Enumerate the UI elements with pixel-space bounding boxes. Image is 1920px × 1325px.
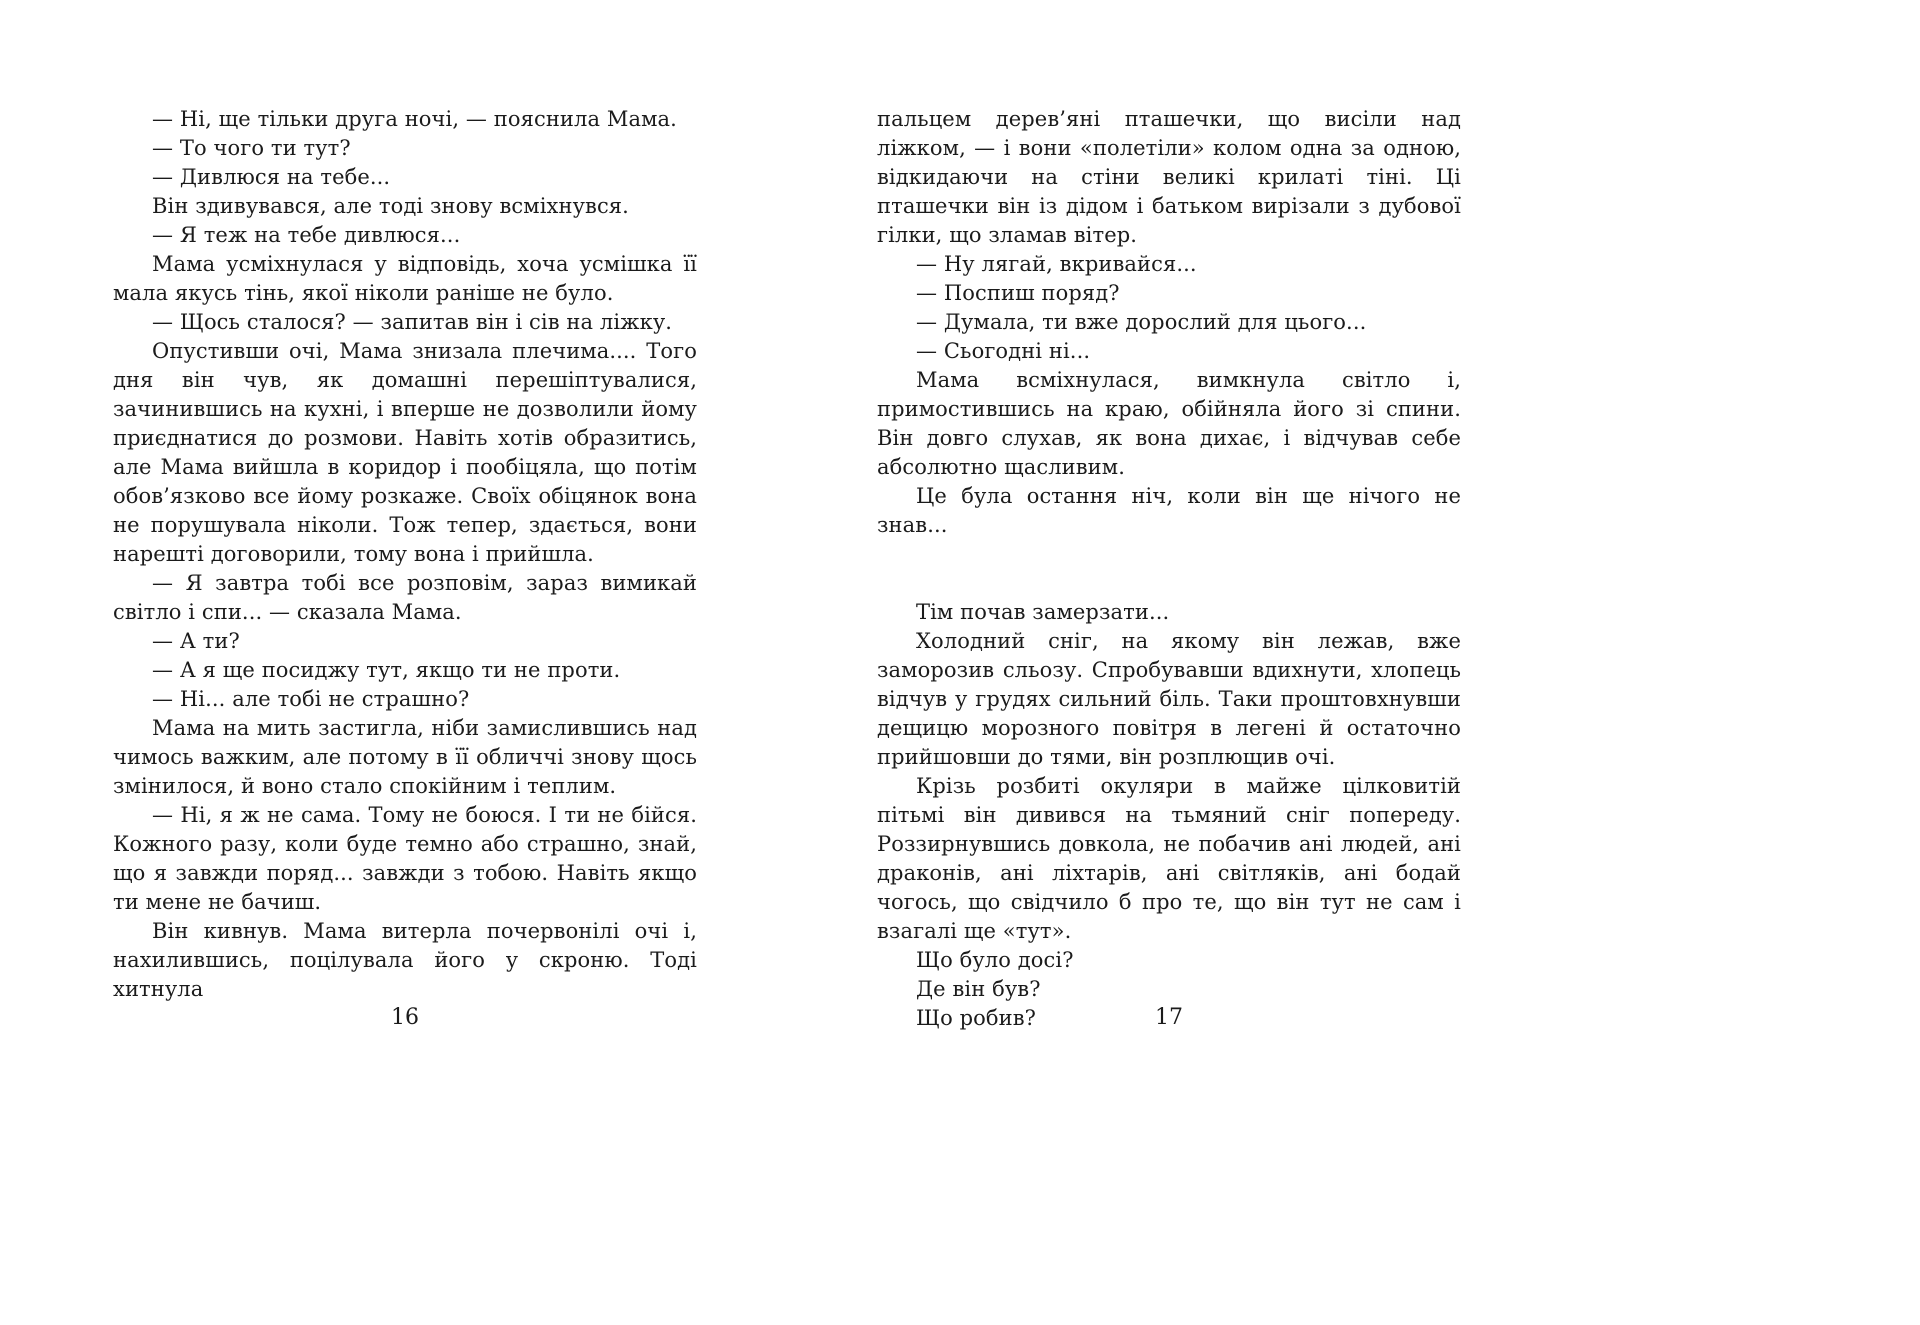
paragraph: Мама усміхнулася у відповідь, хоча усмішка її мала якусь тінь, якої ніколи раніше не було. xyxy=(113,252,697,305)
page-left xyxy=(113,0,697,1325)
paragraph: Опустивши очі, Мама знизала плечима.... Того дня він чув, як домашні перешіптувалися, зачинившись на кухні, і вперше не дозволили йому приєднатися до розмови. Навіть хотів образитись, але Мама вийшла в коридор і пообіцяла, що потім обов’язково все йому розкаже. Своїх обіцянок вона не порушувала ніколи. Тож тепер, здається, вони нарешті договорили, тому вона і прийшла. xyxy=(113,339,697,566)
paragraph: Він здивувався, але тоді знову всміхнувся. xyxy=(152,194,629,218)
paragraph: — Дивлюся на тебе... xyxy=(152,165,391,189)
paragraph: Крізь розбиті окуляри в майже цілковитій пітьмі він дивився на тьмяний сніг попереду. Роззирнувшись довкола, не побачив ані людей, ані драконів, ані ліхтарів, ані світляків, ані бодай чогось, що свідчило б про те, що він тут не сам і взагалі ще «тут». xyxy=(877,774,1461,943)
paragraph: — А я ще посиджу тут, якщо ти не проти. xyxy=(152,658,621,682)
paragraph: Де він був? xyxy=(916,977,1041,1001)
paragraph: Він кивнув. Мама витерла почервонілі очі і, нахилившись, поцілувала його у скроню. Тоді хитнула xyxy=(113,919,697,1001)
page-left-text xyxy=(113,105,697,1004)
paragraph: — То чого ти тут? xyxy=(152,136,351,160)
paragraph: — Я завтра тобі все розповім, зараз вимикай світло і спи... — сказала Мама. xyxy=(113,571,697,624)
page-right-text xyxy=(877,105,1461,1033)
paragraph: — Ну лягай, вкривайся... xyxy=(916,252,1197,276)
paragraph: — Думала, ти вже дорослий для цього... xyxy=(916,310,1367,334)
paragraph: — Сьогодні ні... xyxy=(916,339,1091,363)
paragraph: — Поспиш поряд? xyxy=(916,281,1120,305)
paragraph: — Щось сталося? — запитав він і сів на ліжку. xyxy=(152,310,673,334)
paragraph: пальцем дерев’яні пташечки, що висіли над ліжком, — і вони «полетіли» колом одна за одною, відкидаючи на стіни великі крилаті тіні. Ці пташечки він із дідом і батьком вирізали з дубової гілки, що зламав вітер. xyxy=(877,107,1461,247)
paragraph: — Ні... але тобі не страшно? xyxy=(152,687,470,711)
paragraph: Холодний сніг, на якому він лежав, вже заморозив сльозу. Спробувавши вдихнути, хлопець відчув у грудях сильний біль. Таки проштовхнувши дещицю морозного повітря в легені й остаточно прийшовши до тями, він розплющив очі. xyxy=(877,629,1461,769)
paragraph: — Я теж на тебе дивлюся... xyxy=(152,223,461,247)
page-right-number: 17 xyxy=(1155,1005,1183,1030)
paragraph: — Ні, я ж не сама. Тому не боюся. І ти не бійся. Кожного разу, коли буде темно або страшно, знай, що я завжди поряд... завжди з тобою. Навіть якщо ти мене не бачиш. xyxy=(113,803,697,914)
paragraph: Що робив? xyxy=(916,1006,1036,1030)
page-left-number: 16 xyxy=(391,1005,419,1030)
paragraph: Що було досі? xyxy=(916,948,1074,972)
paragraph: Тім почав замерзати... xyxy=(916,600,1170,624)
paragraph: — А ти? xyxy=(152,629,240,653)
paragraph: — Ні, ще тільки друга ночі, — пояснила Мама. xyxy=(152,107,677,131)
paragraph: Мама всміхнулася, вимкнула світло і, примостившись на краю, обійняла його зі спини. Він довго слухав, як вона дихає, і відчував себе абсолютно щасливим. xyxy=(877,368,1461,479)
page-right xyxy=(877,0,1461,1325)
paragraph: Мама на мить застигла, ніби замислившись над чимось важким, але потому в її обличчі знову щось змінилося, й воно стало спокійним і теплим. xyxy=(113,716,697,798)
paragraph: Це була остання ніч, коли він ще нічого не знав... xyxy=(877,484,1461,537)
